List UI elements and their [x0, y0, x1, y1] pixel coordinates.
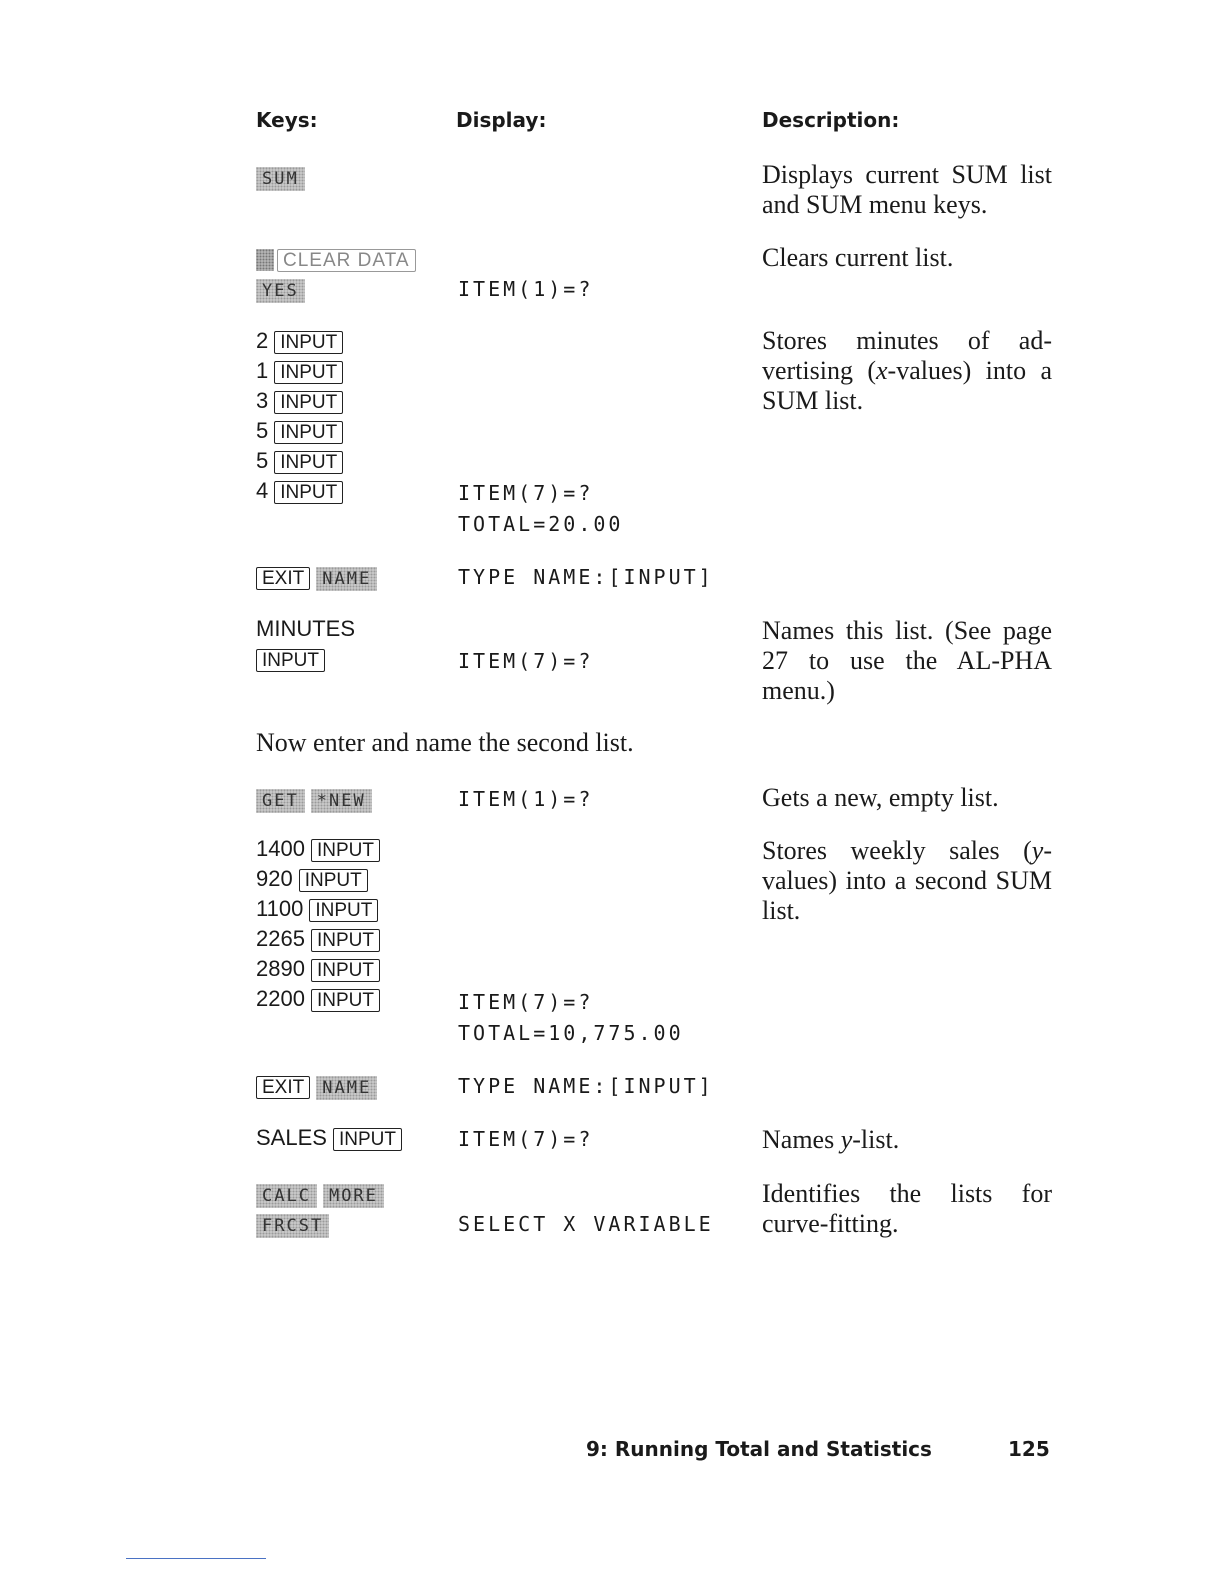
minutes-name-keys: [256, 614, 355, 674]
desc-part: -values) into a second SUM list.: [762, 836, 1052, 925]
desc-variable: x: [876, 356, 888, 385]
new-menu-key: *NEW: [311, 789, 372, 813]
exit-key: EXIT: [256, 567, 310, 590]
entry-value: 920: [256, 866, 293, 891]
entry-value: 2: [256, 328, 269, 353]
display-line: TOTAL=20.00: [458, 512, 624, 536]
shift-key-icon: [256, 249, 274, 271]
sales-description: [762, 836, 1052, 926]
sales-name-display: ITEM(7)=?: [458, 1127, 594, 1151]
step-clear-description: Clears current list.: [762, 243, 954, 272]
get-new-keys: [256, 784, 372, 814]
name-menu-key: NAME: [316, 567, 377, 591]
entry-row: [256, 476, 343, 506]
sum-menu-key: SUM: [256, 167, 305, 191]
input-key: INPUT: [274, 421, 343, 444]
desc-part: Names: [762, 1125, 841, 1154]
entry-row: [256, 954, 380, 984]
minutes-name-display: ITEM(7)=?: [458, 649, 594, 673]
display-line: TOTAL=10,775.00: [458, 1021, 684, 1045]
entry-row: [256, 834, 380, 864]
entry-value: 4: [256, 478, 269, 503]
entry-value: 5: [256, 448, 269, 473]
entry-row: [256, 416, 343, 446]
entry-row: [256, 894, 380, 924]
display-line: ITEM(7)=?: [458, 481, 594, 505]
entry-value: 1400: [256, 836, 305, 861]
minutes-description: [762, 326, 1052, 416]
entry-row: [256, 924, 380, 954]
entry-row: [256, 446, 343, 476]
input-key: INPUT: [333, 1128, 402, 1151]
step-name2-keys: [256, 1071, 377, 1101]
entry-value: 1100: [256, 896, 304, 921]
entry-value: 2265: [256, 926, 305, 951]
bottom-rule: [126, 1558, 266, 1559]
entry-row: [256, 386, 343, 416]
name-text: SALES: [256, 1125, 327, 1150]
desc-part: Stores minutes of ad-vertising (: [762, 326, 1052, 385]
step-name-display: TYPE NAME:[INPUT]: [458, 565, 714, 589]
input-key: INPUT: [274, 451, 343, 474]
sales-name-keys: [256, 1123, 402, 1153]
entry-value: 1: [256, 358, 269, 383]
desc-variable: y: [1031, 836, 1044, 865]
sales-display: [458, 987, 684, 1049]
input-key: INPUT: [256, 649, 325, 672]
display-header: Display:: [456, 108, 547, 132]
input-key: INPUT: [274, 331, 343, 354]
entry-row: [256, 356, 343, 386]
sales-name-description: [762, 1125, 1052, 1155]
input-key: INPUT: [299, 869, 368, 892]
calc-display: SELECT X VARIABLE: [458, 1212, 714, 1236]
input-key: INPUT: [311, 959, 380, 982]
entry-value: 3: [256, 388, 269, 413]
step-clear-keys: [256, 244, 416, 304]
entry-value: 5: [256, 418, 269, 443]
entry-row: [256, 326, 343, 356]
get-menu-key: GET: [256, 789, 305, 813]
input-key: INPUT: [311, 929, 380, 952]
instruction-note: Now enter and name the second list.: [256, 728, 634, 757]
frcst-menu-key: FRCST: [256, 1214, 329, 1238]
step-name2-display: TYPE NAME:[INPUT]: [458, 1074, 714, 1098]
get-new-display: ITEM(1)=?: [458, 787, 594, 811]
entry-row: [256, 864, 380, 894]
yes-menu-key: YES: [256, 279, 305, 303]
keys-header: Keys:: [256, 108, 318, 132]
more-menu-key: MORE: [323, 1184, 384, 1208]
step-clear-display: ITEM(1)=?: [458, 277, 594, 301]
chapter-footer: 9: Running Total and Statistics: [586, 1437, 932, 1461]
entry-value: 2890: [256, 956, 305, 981]
description-header: Description:: [762, 108, 900, 132]
step-name-keys: [256, 562, 377, 592]
desc-part: Stores weekly sales (: [762, 836, 1032, 865]
minutes-entry-keys: [256, 326, 343, 506]
step-sum-description: Displays current SUM list and SUM menu keys.: [762, 160, 1052, 219]
calc-keys: [256, 1179, 384, 1239]
input-key: INPUT: [309, 899, 378, 922]
input-key: INPUT: [311, 839, 380, 862]
name-menu-key: NAME: [316, 1076, 377, 1100]
desc-part: -values) into a SUM list.: [762, 356, 1052, 415]
input-key: INPUT: [274, 361, 343, 384]
minutes-name-description: Names this list. (See page 27 to use the AL-PHA menu.): [762, 616, 1052, 705]
name-text: MINUTES: [256, 616, 355, 641]
minutes-display: [458, 478, 623, 540]
exit-key: EXIT: [256, 1076, 310, 1099]
get-new-description: Gets a new, empty list.: [762, 783, 999, 812]
entry-value: 2200: [256, 986, 305, 1011]
input-key: INPUT: [274, 391, 343, 414]
desc-variable: y: [840, 1125, 853, 1154]
sales-entry-keys: [256, 834, 380, 1014]
clear-data-key: CLEAR DATA: [277, 249, 416, 272]
step-sum-keys: [256, 162, 305, 192]
calc-description: Identifies the lists for curve-fitting.: [762, 1179, 1052, 1238]
entry-row: [256, 984, 380, 1014]
desc-part: -list.: [852, 1125, 900, 1154]
input-key: INPUT: [311, 989, 380, 1012]
page-number: 125: [1008, 1437, 1050, 1461]
display-line: ITEM(7)=?: [458, 990, 594, 1014]
input-key: INPUT: [274, 481, 343, 504]
calc-menu-key: CALC: [256, 1184, 317, 1208]
